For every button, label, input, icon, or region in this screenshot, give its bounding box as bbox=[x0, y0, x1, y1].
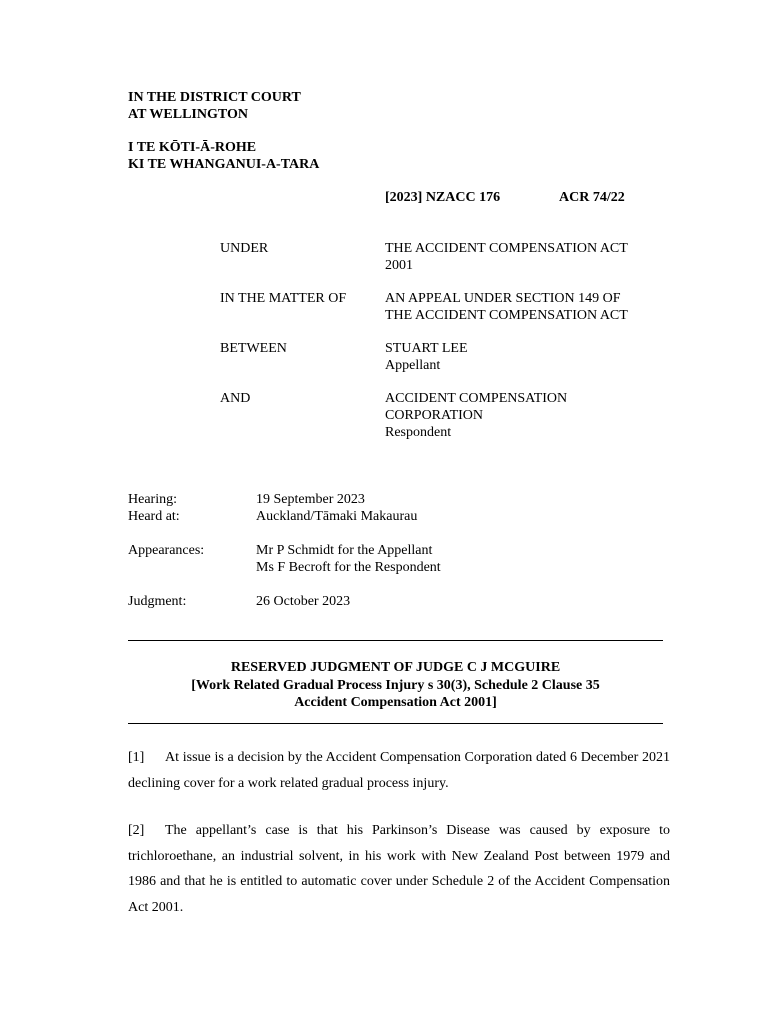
party-label-between: BETWEEN bbox=[220, 341, 287, 356]
paragraph-text: The appellant’s case is that his Parkinson’s Disease was caused by exposure to trichloroethane, an industrial solvent, in his work with New Zealand Post between 1979 and 1986 and that he is entitled to automatic cover under Schedule 2 of the Accident Compensation Act 2001. bbox=[128, 823, 670, 915]
heard-at-location: Auckland/Tāmaki Makaurau bbox=[256, 509, 418, 524]
party-value-line: THE ACCIDENT COMPENSATION ACT bbox=[385, 241, 628, 256]
party-value-respondent bbox=[385, 390, 670, 441]
neutral-citation: [2023] NZACC 176 bbox=[385, 190, 501, 205]
respondent-name-line: CORPORATION bbox=[385, 408, 484, 423]
party-value-appellant bbox=[385, 340, 670, 374]
appearances-label: Appearances: bbox=[128, 543, 205, 558]
judgment-date: 26 October 2023 bbox=[256, 594, 351, 609]
party-value-line: 2001 bbox=[385, 258, 413, 273]
appearance-respondent: Ms F Becroft for the Respondent bbox=[256, 560, 441, 575]
court-line-maori: I TE KŌTI-Ā-ROHE bbox=[128, 140, 257, 155]
bottom-divider bbox=[128, 723, 663, 724]
appearances-list bbox=[256, 542, 441, 576]
party-label-and: AND bbox=[220, 391, 251, 406]
respondent-name-line: ACCIDENT COMPENSATION bbox=[385, 391, 568, 406]
judgment-label: Judgment: bbox=[128, 594, 187, 609]
judgment-heading: RESERVED JUDGMENT OF JUDGE C J MCGUIRE bbox=[230, 660, 561, 675]
appellant-role: Appellant bbox=[385, 358, 441, 373]
appellant-name: STUART LEE bbox=[385, 341, 468, 356]
party-value-matter bbox=[385, 290, 670, 324]
paragraph-2 bbox=[128, 818, 670, 920]
court-location-line-maori: KI TE WHANGANUI-A-TARA bbox=[128, 157, 320, 172]
party-label-under: UNDER bbox=[220, 241, 269, 256]
judgment-subject-line: [Work Related Gradual Process Injury s 30(3), Schedule 2 Clause 35 bbox=[191, 677, 600, 693]
paragraph-number: [2] bbox=[128, 823, 145, 838]
party-value-line: THE ACCIDENT COMPENSATION ACT bbox=[385, 308, 628, 323]
court-location-line: AT WELLINGTON bbox=[128, 107, 248, 122]
party-label-matter: IN THE MATTER OF bbox=[220, 291, 347, 306]
hearing-label: Hearing: bbox=[128, 492, 177, 507]
heard-at-label: Heard at: bbox=[128, 509, 180, 524]
case-number: ACR 74/22 bbox=[559, 190, 625, 205]
appearance-appellant: Mr P Schmidt for the Appellant bbox=[256, 543, 433, 558]
court-name-english bbox=[128, 89, 301, 123]
court-name-maori bbox=[128, 139, 319, 173]
party-value-under bbox=[385, 240, 670, 274]
top-divider bbox=[128, 640, 663, 641]
judgment-subject-line: Accident Compensation Act 2001] bbox=[294, 695, 497, 710]
party-value-line: AN APPEAL UNDER SECTION 149 OF bbox=[385, 291, 621, 306]
paragraph-1 bbox=[128, 745, 670, 796]
hearing-date: 19 September 2023 bbox=[256, 492, 365, 507]
paragraph-number: [1] bbox=[128, 750, 145, 765]
court-line: IN THE DISTRICT COURT bbox=[128, 90, 301, 105]
respondent-role: Respondent bbox=[385, 425, 452, 440]
paragraph-text: At issue is a decision by the Accident Compensation Corporation dated 6 December 2021 declining cover for a work related gradual process injury. bbox=[128, 750, 670, 791]
judgment-title bbox=[128, 659, 663, 712]
